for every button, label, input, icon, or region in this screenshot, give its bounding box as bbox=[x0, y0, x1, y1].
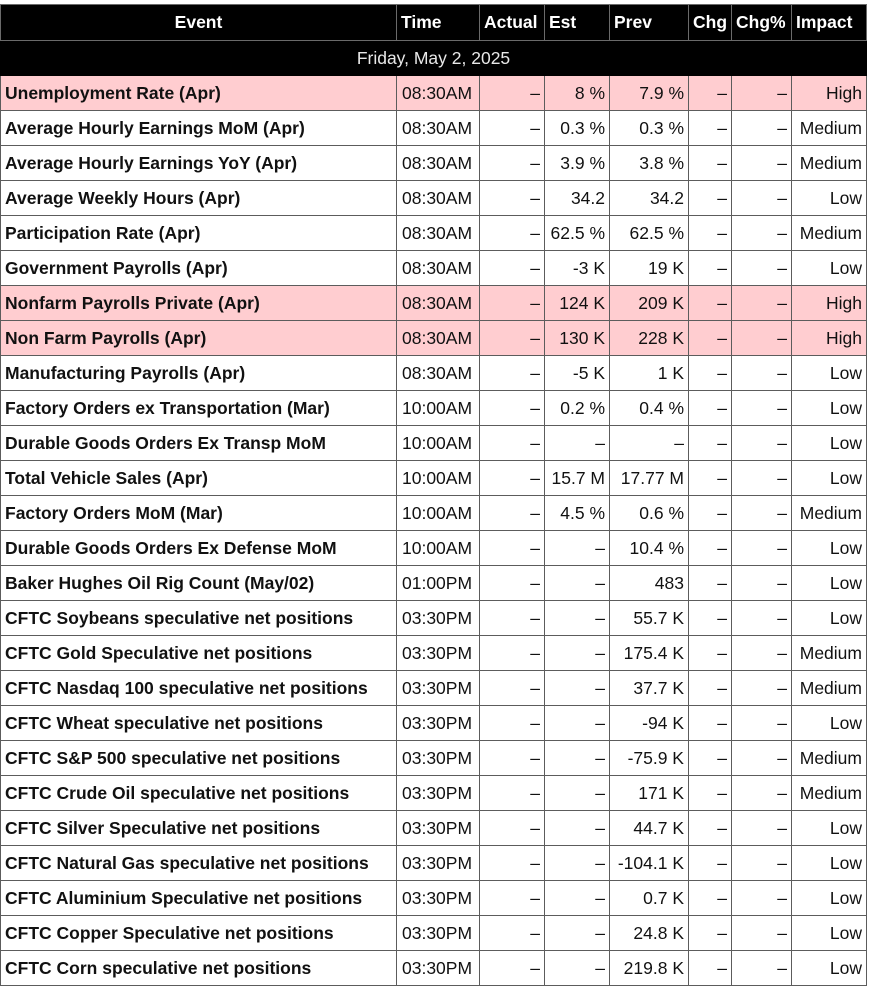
chg-cell: – bbox=[689, 111, 732, 146]
table-row[interactable] bbox=[1, 636, 867, 671]
chg-pct-cell: – bbox=[732, 391, 792, 426]
chg-cell: – bbox=[689, 146, 732, 181]
chg-cell: – bbox=[689, 286, 732, 321]
table-row[interactable] bbox=[1, 741, 867, 776]
table-row[interactable] bbox=[1, 811, 867, 846]
actual-cell: – bbox=[480, 636, 545, 671]
chg-cell: – bbox=[689, 566, 732, 601]
prev-cell: 7.9 % bbox=[610, 76, 689, 111]
date-group-row bbox=[1, 41, 867, 76]
chg-cell: – bbox=[689, 811, 732, 846]
actual-cell: – bbox=[480, 181, 545, 216]
prev-cell: -75.9 K bbox=[610, 741, 689, 776]
time-cell: 08:30AM bbox=[397, 321, 480, 356]
chg-cell: – bbox=[689, 741, 732, 776]
prev-cell: 55.7 K bbox=[610, 601, 689, 636]
chg-cell: – bbox=[689, 916, 732, 951]
est-cell: 0.2 % bbox=[545, 391, 610, 426]
prev-cell: -94 K bbox=[610, 706, 689, 741]
time-cell: 08:30AM bbox=[397, 286, 480, 321]
est-cell: 130 K bbox=[545, 321, 610, 356]
prev-cell: 24.8 K bbox=[610, 916, 689, 951]
event-cell: CFTC S&P 500 speculative net positions bbox=[1, 741, 397, 776]
event-cell: Participation Rate (Apr) bbox=[1, 216, 397, 251]
impact-cell: Low bbox=[792, 916, 867, 951]
est-cell: 3.9 % bbox=[545, 146, 610, 181]
actual-cell: – bbox=[480, 811, 545, 846]
est-cell: 8 % bbox=[545, 76, 610, 111]
chg-pct-cell: – bbox=[732, 776, 792, 811]
date-label: Friday, May 2, 2025 bbox=[1, 41, 867, 76]
est-cell: – bbox=[545, 601, 610, 636]
event-cell: Factory Orders MoM (Mar) bbox=[1, 496, 397, 531]
table-row[interactable] bbox=[1, 776, 867, 811]
prev-cell: -104.1 K bbox=[610, 846, 689, 881]
est-cell: – bbox=[545, 636, 610, 671]
chg-pct-cell: – bbox=[732, 321, 792, 356]
chg-cell: – bbox=[689, 181, 732, 216]
header-chg-pct[interactable]: Chg% bbox=[732, 5, 792, 41]
est-cell: 0.3 % bbox=[545, 111, 610, 146]
chg-cell: – bbox=[689, 636, 732, 671]
chg-cell: – bbox=[689, 321, 732, 356]
event-cell: CFTC Nasdaq 100 speculative net positions bbox=[1, 671, 397, 706]
est-cell: 15.7 M bbox=[545, 461, 610, 496]
event-cell: Government Payrolls (Apr) bbox=[1, 251, 397, 286]
table-row[interactable] bbox=[1, 181, 867, 216]
chg-cell: – bbox=[689, 601, 732, 636]
prev-cell: 0.6 % bbox=[610, 496, 689, 531]
prev-cell: – bbox=[610, 426, 689, 461]
chg-pct-cell: – bbox=[732, 496, 792, 531]
chg-cell: – bbox=[689, 251, 732, 286]
chg-pct-cell: – bbox=[732, 111, 792, 146]
impact-cell: Low bbox=[792, 461, 867, 496]
chg-pct-cell: – bbox=[732, 146, 792, 181]
actual-cell: – bbox=[480, 951, 545, 986]
impact-cell: Medium bbox=[792, 776, 867, 811]
impact-cell: Medium bbox=[792, 496, 867, 531]
time-cell: 03:30PM bbox=[397, 776, 480, 811]
est-cell: – bbox=[545, 881, 610, 916]
table-row[interactable] bbox=[1, 111, 867, 146]
impact-cell: Low bbox=[792, 846, 867, 881]
chg-cell: – bbox=[689, 531, 732, 566]
chg-pct-cell: – bbox=[732, 916, 792, 951]
table-row[interactable] bbox=[1, 881, 867, 916]
header-actual[interactable]: Actual bbox=[480, 5, 545, 41]
event-cell: Unemployment Rate (Apr) bbox=[1, 76, 397, 111]
actual-cell: – bbox=[480, 146, 545, 181]
actual-cell: – bbox=[480, 356, 545, 391]
actual-cell: – bbox=[480, 741, 545, 776]
prev-cell: 209 K bbox=[610, 286, 689, 321]
time-cell: 10:00AM bbox=[397, 461, 480, 496]
table-row[interactable] bbox=[1, 531, 867, 566]
impact-cell: Low bbox=[792, 811, 867, 846]
est-cell: – bbox=[545, 426, 610, 461]
chg-cell: – bbox=[689, 391, 732, 426]
actual-cell: – bbox=[480, 321, 545, 356]
impact-cell: Low bbox=[792, 881, 867, 916]
prev-cell: 19 K bbox=[610, 251, 689, 286]
table-row[interactable] bbox=[1, 216, 867, 251]
event-cell: CFTC Crude Oil speculative net positions bbox=[1, 776, 397, 811]
table-row[interactable] bbox=[1, 461, 867, 496]
time-cell: 03:30PM bbox=[397, 706, 480, 741]
table-row[interactable] bbox=[1, 356, 867, 391]
impact-cell: Low bbox=[792, 426, 867, 461]
time-cell: 03:30PM bbox=[397, 741, 480, 776]
chg-cell: – bbox=[689, 356, 732, 391]
economic-calendar-table bbox=[0, 4, 867, 986]
prev-cell: 228 K bbox=[610, 321, 689, 356]
header-chg[interactable]: Chg bbox=[689, 5, 732, 41]
actual-cell: – bbox=[480, 881, 545, 916]
chg-cell: – bbox=[689, 461, 732, 496]
impact-cell: Low bbox=[792, 531, 867, 566]
impact-cell: Medium bbox=[792, 671, 867, 706]
chg-pct-cell: – bbox=[732, 216, 792, 251]
event-cell: Manufacturing Payrolls (Apr) bbox=[1, 356, 397, 391]
actual-cell: – bbox=[480, 531, 545, 566]
time-cell: 03:30PM bbox=[397, 601, 480, 636]
est-cell: 4.5 % bbox=[545, 496, 610, 531]
time-cell: 10:00AM bbox=[397, 531, 480, 566]
header-est[interactable]: Est bbox=[545, 5, 610, 41]
event-cell: Average Hourly Earnings MoM (Apr) bbox=[1, 111, 397, 146]
event-cell: CFTC Gold Speculative net positions bbox=[1, 636, 397, 671]
chg-cell: – bbox=[689, 76, 732, 111]
event-cell: CFTC Wheat speculative net positions bbox=[1, 706, 397, 741]
impact-cell: Medium bbox=[792, 216, 867, 251]
impact-cell: Low bbox=[792, 601, 867, 636]
event-cell: Non Farm Payrolls (Apr) bbox=[1, 321, 397, 356]
prev-cell: 3.8 % bbox=[610, 146, 689, 181]
time-cell: 08:30AM bbox=[397, 76, 480, 111]
actual-cell: – bbox=[480, 601, 545, 636]
table-row[interactable] bbox=[1, 496, 867, 531]
prev-cell: 0.4 % bbox=[610, 391, 689, 426]
time-cell: 08:30AM bbox=[397, 251, 480, 286]
event-cell: Total Vehicle Sales (Apr) bbox=[1, 461, 397, 496]
time-cell: 08:30AM bbox=[397, 216, 480, 251]
event-cell: Durable Goods Orders Ex Defense MoM bbox=[1, 531, 397, 566]
time-cell: 03:30PM bbox=[397, 846, 480, 881]
chg-pct-cell: – bbox=[732, 356, 792, 391]
table-row[interactable] bbox=[1, 76, 867, 111]
est-cell: – bbox=[545, 951, 610, 986]
time-cell: 01:00PM bbox=[397, 566, 480, 601]
event-cell: CFTC Aluminium Speculative net positions bbox=[1, 881, 397, 916]
est-cell: – bbox=[545, 741, 610, 776]
est-cell: -5 K bbox=[545, 356, 610, 391]
time-cell: 10:00AM bbox=[397, 496, 480, 531]
time-cell: 03:30PM bbox=[397, 811, 480, 846]
est-cell: – bbox=[545, 846, 610, 881]
chg-pct-cell: – bbox=[732, 286, 792, 321]
actual-cell: – bbox=[480, 391, 545, 426]
est-cell: – bbox=[545, 531, 610, 566]
prev-cell: 483 bbox=[610, 566, 689, 601]
prev-cell: 0.7 K bbox=[610, 881, 689, 916]
event-cell: CFTC Silver Speculative net positions bbox=[1, 811, 397, 846]
chg-cell: – bbox=[689, 671, 732, 706]
actual-cell: – bbox=[480, 566, 545, 601]
table-body bbox=[1, 76, 867, 986]
time-cell: 08:30AM bbox=[397, 356, 480, 391]
event-cell: CFTC Corn speculative net positions bbox=[1, 951, 397, 986]
prev-cell: 175.4 K bbox=[610, 636, 689, 671]
impact-cell: Medium bbox=[792, 146, 867, 181]
est-cell: -3 K bbox=[545, 251, 610, 286]
chg-pct-cell: – bbox=[732, 846, 792, 881]
table-row[interactable] bbox=[1, 671, 867, 706]
table-header-row bbox=[1, 5, 867, 41]
header-prev[interactable]: Prev bbox=[610, 5, 689, 41]
chg-pct-cell: – bbox=[732, 531, 792, 566]
chg-pct-cell: – bbox=[732, 426, 792, 461]
chg-pct-cell: – bbox=[732, 636, 792, 671]
table-row[interactable] bbox=[1, 916, 867, 951]
chg-pct-cell: – bbox=[732, 671, 792, 706]
est-cell: 34.2 bbox=[545, 181, 610, 216]
actual-cell: – bbox=[480, 846, 545, 881]
header-time[interactable]: Time bbox=[397, 5, 480, 41]
est-cell: – bbox=[545, 671, 610, 706]
header-impact[interactable]: Impact bbox=[792, 5, 867, 41]
event-cell: Average Hourly Earnings YoY (Apr) bbox=[1, 146, 397, 181]
table-row[interactable] bbox=[1, 286, 867, 321]
time-cell: 08:30AM bbox=[397, 146, 480, 181]
est-cell: – bbox=[545, 566, 610, 601]
table-row[interactable] bbox=[1, 846, 867, 881]
chg-pct-cell: – bbox=[732, 601, 792, 636]
prev-cell: 171 K bbox=[610, 776, 689, 811]
est-cell: – bbox=[545, 811, 610, 846]
est-cell: 62.5 % bbox=[545, 216, 610, 251]
chg-pct-cell: – bbox=[732, 741, 792, 776]
actual-cell: – bbox=[480, 776, 545, 811]
chg-pct-cell: – bbox=[732, 951, 792, 986]
table-row[interactable] bbox=[1, 706, 867, 741]
event-cell: Factory Orders ex Transportation (Mar) bbox=[1, 391, 397, 426]
prev-cell: 62.5 % bbox=[610, 216, 689, 251]
prev-cell: 219.8 K bbox=[610, 951, 689, 986]
est-cell: – bbox=[545, 916, 610, 951]
prev-cell: 37.7 K bbox=[610, 671, 689, 706]
impact-cell: High bbox=[792, 76, 867, 111]
table-row[interactable] bbox=[1, 566, 867, 601]
impact-cell: Medium bbox=[792, 636, 867, 671]
actual-cell: – bbox=[480, 286, 545, 321]
actual-cell: – bbox=[480, 111, 545, 146]
est-cell: 124 K bbox=[545, 286, 610, 321]
chg-cell: – bbox=[689, 846, 732, 881]
table-row[interactable] bbox=[1, 146, 867, 181]
event-cell: Average Weekly Hours (Apr) bbox=[1, 181, 397, 216]
impact-cell: Low bbox=[792, 356, 867, 391]
time-cell: 03:30PM bbox=[397, 636, 480, 671]
impact-cell: Low bbox=[792, 391, 867, 426]
time-cell: 10:00AM bbox=[397, 426, 480, 461]
impact-cell: Medium bbox=[792, 741, 867, 776]
header-event[interactable]: Event bbox=[1, 5, 397, 41]
actual-cell: – bbox=[480, 706, 545, 741]
impact-cell: Low bbox=[792, 566, 867, 601]
prev-cell: 1 K bbox=[610, 356, 689, 391]
chg-cell: – bbox=[689, 496, 732, 531]
actual-cell: – bbox=[480, 671, 545, 706]
chg-cell: – bbox=[689, 951, 732, 986]
time-cell: 08:30AM bbox=[397, 181, 480, 216]
impact-cell: Low bbox=[792, 706, 867, 741]
chg-pct-cell: – bbox=[732, 811, 792, 846]
actual-cell: – bbox=[480, 496, 545, 531]
event-cell: CFTC Natural Gas speculative net positions bbox=[1, 846, 397, 881]
chg-pct-cell: – bbox=[732, 706, 792, 741]
event-cell: Durable Goods Orders Ex Transp MoM bbox=[1, 426, 397, 461]
table-row[interactable] bbox=[1, 426, 867, 461]
impact-cell: High bbox=[792, 286, 867, 321]
chg-pct-cell: – bbox=[732, 181, 792, 216]
time-cell: 08:30AM bbox=[397, 111, 480, 146]
impact-cell: Low bbox=[792, 251, 867, 286]
table-row[interactable] bbox=[1, 601, 867, 636]
actual-cell: – bbox=[480, 426, 545, 461]
table-row[interactable] bbox=[1, 951, 867, 986]
prev-cell: 0.3 % bbox=[610, 111, 689, 146]
chg-pct-cell: – bbox=[732, 251, 792, 286]
event-cell: Nonfarm Payrolls Private (Apr) bbox=[1, 286, 397, 321]
est-cell: – bbox=[545, 706, 610, 741]
table-row[interactable] bbox=[1, 321, 867, 356]
event-cell: CFTC Soybeans speculative net positions bbox=[1, 601, 397, 636]
table-row[interactable] bbox=[1, 251, 867, 286]
time-cell: 10:00AM bbox=[397, 391, 480, 426]
prev-cell: 34.2 bbox=[610, 181, 689, 216]
impact-cell: Medium bbox=[792, 111, 867, 146]
actual-cell: – bbox=[480, 461, 545, 496]
chg-cell: – bbox=[689, 776, 732, 811]
time-cell: 03:30PM bbox=[397, 916, 480, 951]
actual-cell: – bbox=[480, 76, 545, 111]
prev-cell: 17.77 M bbox=[610, 461, 689, 496]
chg-pct-cell: – bbox=[732, 461, 792, 496]
actual-cell: – bbox=[480, 251, 545, 286]
table-row[interactable] bbox=[1, 391, 867, 426]
prev-cell: 44.7 K bbox=[610, 811, 689, 846]
chg-pct-cell: – bbox=[732, 566, 792, 601]
chg-cell: – bbox=[689, 216, 732, 251]
chg-cell: – bbox=[689, 426, 732, 461]
time-cell: 03:30PM bbox=[397, 881, 480, 916]
impact-cell: High bbox=[792, 321, 867, 356]
time-cell: 03:30PM bbox=[397, 951, 480, 986]
actual-cell: – bbox=[480, 216, 545, 251]
chg-pct-cell: – bbox=[732, 881, 792, 916]
est-cell: – bbox=[545, 776, 610, 811]
impact-cell: Low bbox=[792, 951, 867, 986]
chg-cell: – bbox=[689, 881, 732, 916]
event-cell: CFTC Copper Speculative net positions bbox=[1, 916, 397, 951]
chg-pct-cell: – bbox=[732, 76, 792, 111]
event-cell: Baker Hughes Oil Rig Count (May/02) bbox=[1, 566, 397, 601]
impact-cell: Low bbox=[792, 181, 867, 216]
time-cell: 03:30PM bbox=[397, 671, 480, 706]
actual-cell: – bbox=[480, 916, 545, 951]
chg-cell: – bbox=[689, 706, 732, 741]
prev-cell: 10.4 % bbox=[610, 531, 689, 566]
